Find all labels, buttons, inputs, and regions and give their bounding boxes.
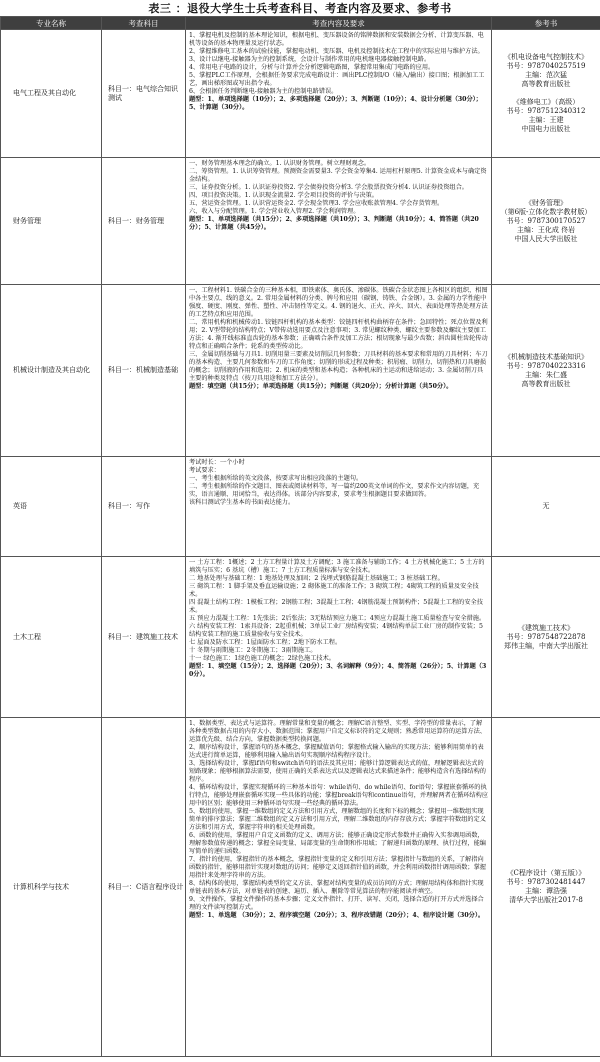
reference-line: 无 bbox=[542, 502, 550, 510]
header-subject: 考查科目 bbox=[102, 17, 186, 30]
content-line: 十一 绿色施工：1绿色施工的概念；2绿色施工技术。 bbox=[189, 655, 335, 662]
reference-line: 高等教育出版社 bbox=[521, 80, 571, 88]
exam-table bbox=[0, 16, 600, 1057]
cell-content bbox=[186, 285, 492, 457]
subject-line: 科目一：写作 bbox=[108, 502, 150, 510]
header-reference: 参考书 bbox=[492, 17, 600, 30]
reference-line: 书号：9787548722878 bbox=[506, 632, 586, 641]
subject-line: 科目一：机械制造基础 bbox=[108, 366, 178, 374]
table-row bbox=[1, 158, 600, 285]
content-line: 9、文件操作，掌握文件操作的基本步骤；定义文件指针、打开、读写、关闭，选择合适的打开方式并选择合理的文件读写控制方式。 bbox=[189, 896, 484, 911]
reference-line: 书号：9787512340312 bbox=[506, 107, 586, 115]
table-header-row bbox=[1, 17, 600, 30]
content-line: 6、函数的使用，掌握用户自定义函数的定义、调用方法；能够正确设定形式参数并正确传入实参调用函数，理解参数值传递的概念；掌握全局变量、局部变量的生命期和作用域；了解递归函数的原理、执行过程，能编写简单的递归函数。 bbox=[189, 832, 486, 855]
reference-line: 书号：9787300170527 bbox=[506, 216, 586, 225]
cell-major: 计算机科学与技术 bbox=[1, 718, 102, 1057]
cell-reference bbox=[492, 557, 600, 718]
content-line: 考试要求： bbox=[189, 467, 220, 474]
cell-major: 英语 bbox=[1, 457, 102, 557]
cell-reference bbox=[492, 718, 600, 1057]
reference-line: 《C程序设计（第五版）》 bbox=[506, 869, 586, 877]
content-line: 1、掌握电机及控制的基本理论知识，根据电机、变压器设备的铭牌数据和安装数据会分析、计算变压器、电机等设备的基本物理量及运行状态。 bbox=[189, 32, 484, 47]
table-row bbox=[1, 718, 600, 1057]
table-row bbox=[1, 30, 600, 158]
cell-reference bbox=[492, 457, 600, 557]
cell-subject bbox=[102, 285, 186, 457]
cell-content bbox=[186, 457, 492, 557]
reference-line: 书号：9787302481447 bbox=[506, 878, 586, 886]
question-types-line: 题型：填空题（共15分）；单项选择题（共15分）；判断题（共20分）；分析计算题（共50分）。 bbox=[189, 383, 453, 390]
content-line: 4、循环结构设计，掌握实现循环的三种基本语句：while语句、do while语句、for语句；掌握嵌套循环的执行特点，能够处理嵌套循环实现一些具体的功能；掌握break语句和continue语句，并理解两者在循环结构应用中的区别；能够使用三种循环语句实现一些经典的循环算法。 bbox=[189, 784, 488, 807]
content-line: 三、证券投资分析。1. 认识证券投资2. 学会债券投资分析3. 学会股票投资分析4. 认识证券投资组合。 bbox=[189, 184, 468, 191]
content-line: 6、会根据任务判断继电-接触器为主的控制电路错误。 bbox=[189, 88, 338, 95]
content-line: 7、指针的使用，掌握指针的基本概念，掌握指针变量的定义和引用方法；掌握指针与数组的关系，了解指向函数的指针，能够用指针实现对数组的访问；能够定义返回指针值的函数，并会利用函数指针调用函数；掌握用指针来处理字符串的方法。 bbox=[189, 856, 486, 879]
header-content: 考查内容及要求 bbox=[186, 17, 492, 30]
content-line: 2、顺序结构设计，掌握语句的基本概念，掌握赋值语句；掌握格式输入输出的实现方法；能够利用简单的表达式进行简单运算，能够利用输入输出语句实现顺序结构程序设计。 bbox=[189, 744, 484, 759]
cell-major: 机械设计制造及其自动化 bbox=[1, 285, 102, 457]
content-line: 一 土方工程：1概述；2 土方工程量计算及土方调配；3 施工准备与辅助工作；4 土方机械化施工；5 土方的填筑与压实；6 基坑（槽）施工；7 土方工程质量标准与安全技术。 bbox=[189, 559, 485, 574]
content-line: 五 预应力混凝土工程：1先张法；2后张法；3无粘结预应力施工；4预应力混凝土施工质量检查与安全措施。 bbox=[189, 615, 486, 622]
content-line: 一、财务管理基本理念的确立。1. 认识财务管理。树立理财观念。 bbox=[189, 160, 371, 167]
content-line: 3、选择结构设计，掌握if语句和switch语句的语法及其应用；能够计算逻辑表达式的值，理解逻辑表达式的短路现象；能够根据算法需要，使用正确的关系表达式以及逻辑表达式来描述条件；能够构造含有选择结构的程序。 bbox=[189, 760, 486, 783]
reference-line: 清华大学出版社2017-8 bbox=[509, 896, 583, 904]
content-line: 二 地基处理与基础工程：1 地基处理及加固；2 浅埋式钢筋混凝土基础施工；3 桩基础工程。 bbox=[189, 575, 444, 582]
content-line: 一、考生根据所给的英文段落，按要求写出相应段落的主题句。 bbox=[189, 475, 363, 482]
cell-reference bbox=[492, 285, 600, 457]
cell-subject bbox=[102, 718, 186, 1057]
table-row bbox=[1, 457, 600, 557]
reference-line: 《财务管理》 bbox=[525, 198, 567, 207]
subject-line: 科目一：财务管理 bbox=[108, 216, 164, 225]
reference-line: 书号：9787040223316 bbox=[506, 361, 586, 370]
cell-subject bbox=[102, 457, 186, 557]
table-body bbox=[1, 30, 600, 1057]
cell-reference bbox=[492, 30, 600, 158]
content-line: 十 冬期与雨期施工：2冬期施工；3雨期施工。 bbox=[189, 647, 317, 654]
content-line: 二、考生根据所给的作文题目、图表或阅读材料等，写一篇约200英文单词的作文，要求作文内容切题，充实，语言通顺、用词恰当，表达得体。该部分内容要求，要求考生根据题目要求做回答。 bbox=[189, 483, 480, 498]
subject-line: 科目一：电气综合知识 bbox=[108, 84, 178, 93]
content-line: 4、常用电子电路的设计，分析与计算并会分析逻辑电路图，掌握常用集成门电路的应用。 bbox=[189, 64, 435, 71]
table-row bbox=[1, 557, 600, 718]
content-line: 一、工程材料1. 铁碳合金的三种基本相，即铁素体、奥氏体、渗碳体。铁碳合金状态图上各相区的组织，相图中各主要点、线的意义。2. 常用金属材料的分类、牌号和应用（碳钢、铸铁、合金钢）。3. 金属的力学性能中强度、硬度、刚度、弹性、塑性、冲击韧性等定义。4. 钢的退火、正火、淬火、回火、表面处理等热处理方法的工艺特点和应用范围。 bbox=[189, 287, 488, 318]
content-line: 二、常用机构和机械传动1. 铰链四杆机构的基本类型：铰链四杆机构曲柄存在条件；急回特性；死点位置及利用；2. V型带轮的结构特点；V带传动选用要点及注意事项；3. 常见螺纹种类、螺纹主要参数及螺纹主要加工方法；4. 渐开线标准直齿轮的基本参数；正确啮合条件及加工方法；根切现象与最少齿数；斜齿圆柱齿轮传动特点和正确啮合条件；轮系的类型传动比。 bbox=[189, 319, 488, 350]
cell-major: 财务管理 bbox=[1, 158, 102, 285]
reference-line: 《机械制造技术基础知识》 bbox=[504, 352, 588, 361]
content-line: 8、结构体的使用，掌握结构类型的定义方法、掌握对结构变量的成员访问的方式；理解用结构体和指针实现单链表的基本方法，对单链表的创建、遍历、插入、删除等常见算法的程序能阅读并填空。 bbox=[189, 880, 484, 895]
content-line: 二、筹资管理。1. 认识筹资管理。预测资金需要量3. 学会资金筹集4. 运用杠杆原理5. 计算资金成本与确定资金结构。 bbox=[189, 168, 487, 183]
cell-major: 土木工程 bbox=[1, 557, 102, 718]
reference-line: 高等教育出版社 bbox=[521, 379, 571, 388]
reference-line: 《维修电工》（高级） bbox=[512, 98, 580, 106]
reference-line bbox=[492, 89, 600, 98]
content-line: 五、营运资金管理。1. 认识营运资金2. 学会现金管理3. 学会应收账款管理4. 学会存货管理。 bbox=[189, 200, 444, 207]
reference-line: 主编：王建 bbox=[528, 116, 564, 124]
cell-content bbox=[186, 718, 492, 1057]
content-line: 3、设计以继电-接触器为主的控制系统，会设计与制作常用的电机继电器接触控制电路。 bbox=[189, 56, 431, 63]
reference-line: 《建筑施工技术》 bbox=[518, 623, 574, 632]
question-types-line: 题型：1、填空题（15分）；2、选择题（20分）；3、名词解释（9分）；4、简答题（26分）；5、计算题（30分）。 bbox=[189, 663, 487, 678]
cell-subject bbox=[102, 30, 186, 158]
content-line: 1、数据类型、表达式与运算符。理解常量和变量的概念；理解C语言整型、实型、字符型的常量表示，了解各种类型数据占用的内存大小、数据范围；掌握用户自定义标识符的定义规则；熟悉常用运算符的运算方法、运算优先级、结合方向，掌握数据类型转换问题。 bbox=[189, 720, 486, 743]
header-major: 专业名称 bbox=[1, 17, 102, 30]
reference-line: （第6版-立体化数字教材版） bbox=[500, 207, 592, 216]
reference-line: 郑伟主编，中南大学出版社 bbox=[504, 641, 588, 650]
table-title: 表三 ：退役大学生士兵考查科目、考查内容及要求、参考书 bbox=[148, 2, 452, 15]
table-row bbox=[1, 285, 600, 457]
reference-line: 主编：朱仁盛 bbox=[525, 370, 567, 379]
cell-content bbox=[186, 158, 492, 285]
cell-major: 电气工程及其自动化 bbox=[1, 30, 102, 158]
content-line: 2、掌握维修电工基本的试验技能，掌握电动机、变压器、电机及控制技术在工程中的实际应用与维护方法。 bbox=[189, 48, 484, 55]
reference-line: 《机电设备电气控制技术》 bbox=[504, 53, 588, 61]
question-types-line: 题型：1、单项选择题（10分）；2、多项选择题（20分）；3、判断题（10分）；4、设计分析题（30分）；5、计算题（30分）。 bbox=[189, 96, 482, 111]
reference-line: 中国人民大学出版社 bbox=[514, 234, 578, 243]
cell-content bbox=[186, 557, 492, 718]
content-line: 三、金属切削基础与刀具1. 切削用量三要素及切削层几何参数；刀具材料的基本要求和常用的刀具材料；车刀的基本构造、主要几何参数和车刀的工作角度；切削的形成过程及种类；积屑瘤、切削力、切削热和刀具磨损的概念；切削液的作用和选用；2. 机床的类型和基本构造；各种机床的主运动和进给运动；3. 金属切削刀具主要的种类及特点（按刀具用途和加工方法分）。 bbox=[189, 351, 488, 382]
content-line: 该科目测试学生基本的书面表达能力。 bbox=[189, 499, 295, 506]
reference-line: 中国电力出版社 bbox=[521, 125, 571, 133]
content-line: 六、收入与分配管理。1. 学会营业收入管理2. 学会利润管理。 bbox=[189, 208, 360, 215]
cell-reference bbox=[492, 158, 600, 285]
content-line: 七 屋面及防水工程：1屋面防水工程；2地下防水工程。 bbox=[189, 639, 342, 646]
reference-line: 主编：范次猛 bbox=[525, 71, 567, 79]
cell-content bbox=[186, 30, 492, 158]
content-line: 四 混凝土结构工程：1模板工程；2钢筋工程；3混凝土工程；4钢筋混凝土预制构件；5混凝土工程的安全技术。 bbox=[189, 599, 483, 614]
cell-subject bbox=[102, 557, 186, 718]
question-types-line: 题型：1、单选题 （30分）；2、程序填空题（20分）；3、程序改错题（20分）；4、程序设计题（30分）。 bbox=[189, 912, 485, 919]
subject-line: 科目一：C语言程序设计 bbox=[108, 882, 184, 891]
question-types-line: 题型：1、单项选择题（共15分）；2、多项选择题（共10分）；3、判断题（共10分）；4、简答题（共20分）；5、计算题（共45分）。 bbox=[189, 216, 479, 231]
content-line: 5、数组的使用，掌握一维数组的定义方法和引用方式，理解数组的长度和下标的概念；掌握用一维数组实现简单的排序算法；掌握二维数组的定义方法和引用方式，理解二维数组的内存存放方式；掌握字符数组的定义方法和引用方式，掌握字符串的相关处理函数。 bbox=[189, 808, 486, 831]
content-line: 三 砌筑工程：1 脚手架及垂直运输设施；2 砌体施工的准备工作；3 砌筑工程；4砌筑工程的质量及安全技术。 bbox=[189, 583, 479, 598]
content-line: 六 结构安装工程：1索具设备；2起重机械；3单层工业厂房结构安装；4钢结构单层工业厂房的制作安装；5结构安装工程的施工质量验收与安全技术。 bbox=[189, 623, 483, 638]
cell-subject bbox=[102, 158, 186, 285]
subject-line: 测试 bbox=[108, 93, 122, 102]
reference-line: 书号：9787040257519 bbox=[506, 62, 586, 70]
subject-line: 科目一：建筑施工技术 bbox=[108, 632, 178, 641]
content-line: 5、掌握PLC工作原理，会根据任务要求完成电路设计：画出PLC控制I/O（输入/输出）接口图；根据加工工艺，画出梯形图或写出指令表。 bbox=[189, 72, 485, 87]
content-line: 考试时长：一个小时 bbox=[189, 459, 245, 466]
content-line: 四、项目投资决策。1. 认识现金流量2. 学会项目投资的评价与决策。 bbox=[189, 192, 378, 199]
reference-line: 主编：谭浩强 bbox=[525, 887, 567, 895]
reference-line: 主编：王化成 佟岩 bbox=[516, 225, 576, 234]
